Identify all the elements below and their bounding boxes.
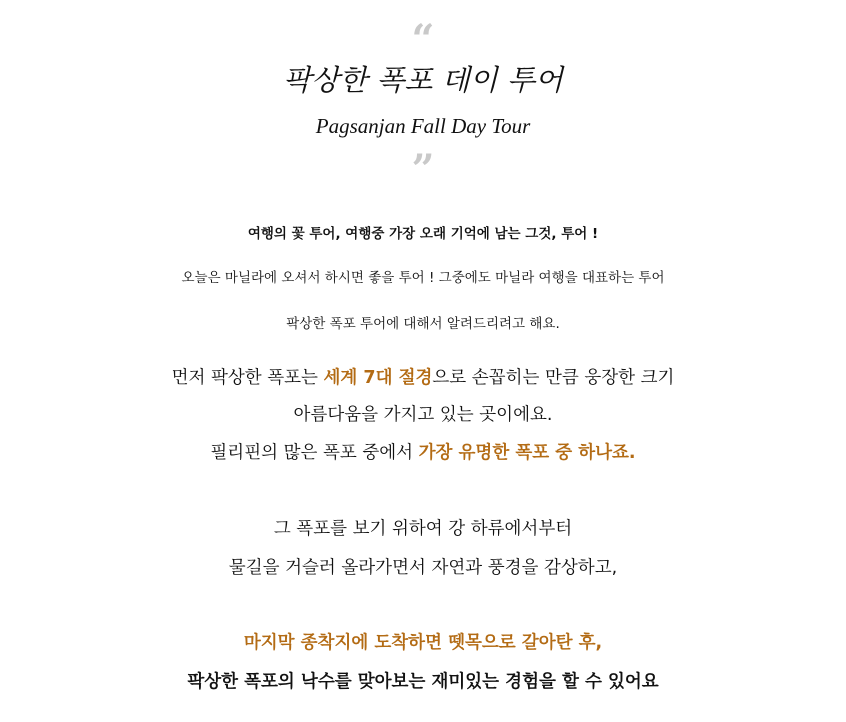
paragraph-1-line-1 (0, 366, 846, 390)
paragraph-1-line-3-text: 필리핀의 많은 폭포 중에서 (210, 443, 419, 463)
open-quote-icon: “ (411, 20, 435, 44)
highlight-famous-falls: 가장 유명한 폭포 중 하나죠. (418, 443, 636, 463)
paragraph-3-highlight-line: 마지막 종착지에 도착하면 뗏목으로 갈아탄 후, (243, 633, 603, 653)
paragraph-1-line-3 (0, 441, 846, 465)
intro-tagline: 여행의 꽃 투어, 여행중 가장 오래 기억에 남는 그것, 투어 ! (247, 226, 599, 242)
paragraph-1-line-1-text: 먼저 팍상한 폭포는 (171, 368, 324, 388)
paragraph-3-line-2: 팍상한 폭포의 낙수를 맞아보는 재미있는 경험을 할 수 있어요 (187, 672, 659, 692)
intro-line-2: 팍상한 폭포 투어에 대해서 알려드리려고 해요. (286, 316, 560, 332)
intro-line-1: 오늘은 마닐라에 오셔서 하시면 좋을 투어 ! 그중에도 마닐라 여행을 대표하는 투어 (181, 270, 665, 286)
paragraph-2-line-2: 물길을 거슬러 올라가면서 자연과 풍경을 감상하고, (228, 558, 618, 578)
page-subtitle: Pagsanjan Fall Day Tour (315, 114, 531, 138)
page-title: 팍상한 폭포 데이 투어 (283, 63, 563, 97)
paragraph-1-line-1-tail: 으로 손꼽히는 만큼 웅장한 크기 (432, 368, 675, 388)
close-quote-icon: ” (411, 150, 435, 174)
highlight-world-scenery: 세계 7대 절경 (323, 368, 433, 388)
paragraph-1-line-2: 아름다움을 가지고 있는 곳이에요. (293, 405, 553, 425)
paragraph-2-line-1: 그 폭포를 보기 위하여 강 하류에서부터 (273, 519, 573, 539)
